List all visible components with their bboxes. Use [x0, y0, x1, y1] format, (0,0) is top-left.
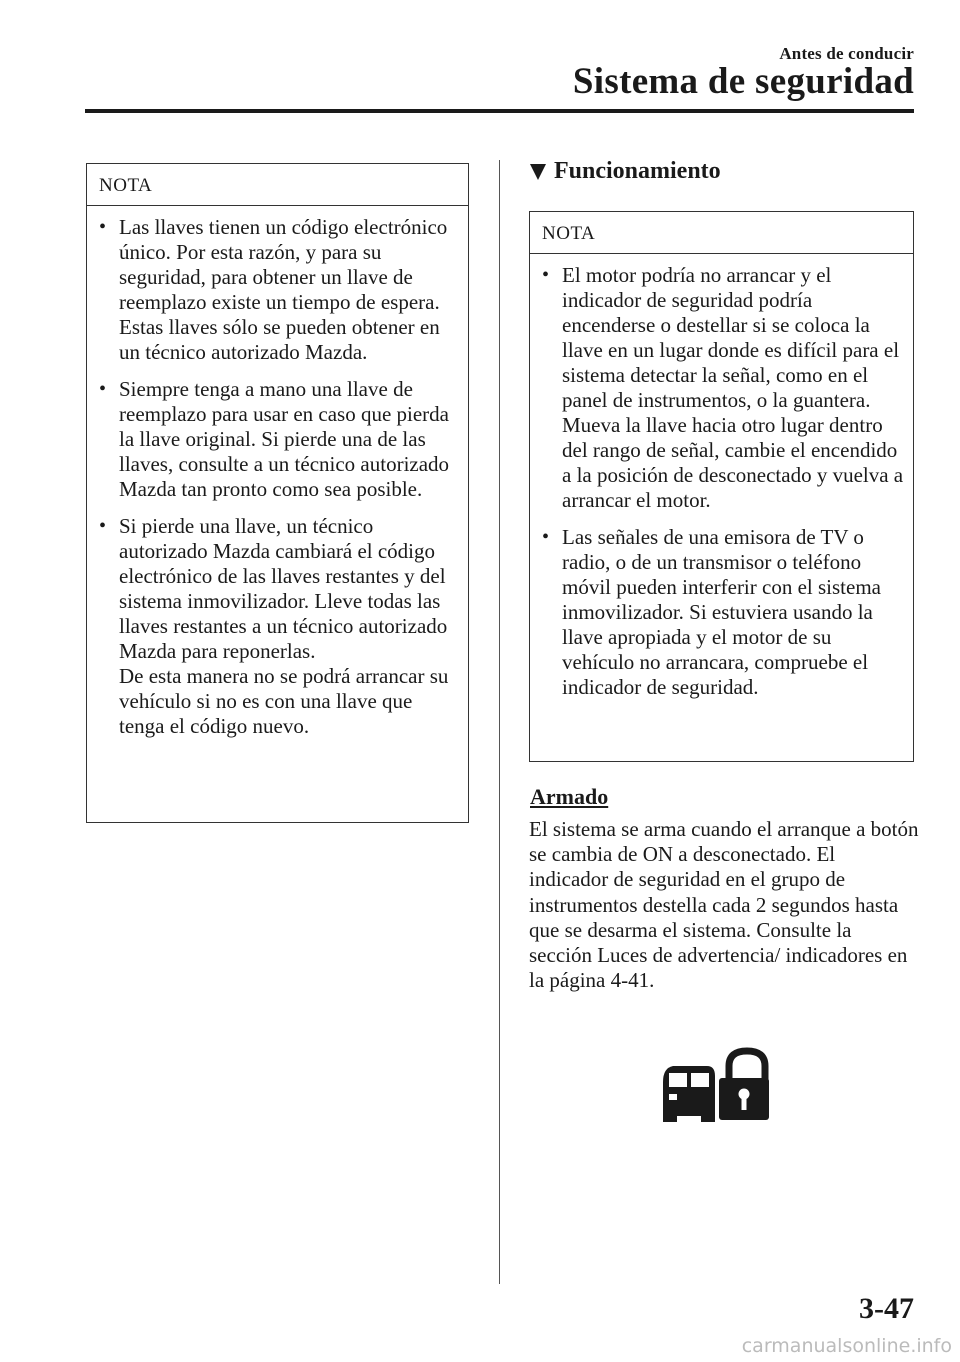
bullet-icon: •	[542, 264, 550, 286]
note-item-text: Si pierde una llave, un técnico autorizado Mazda cambiará el código electrónico de las llaves restantes y del sistema inmovilizador. Lleve todas las llaves restantes a un técnico autorizado Mazda para reponerlas. De esta manera no se podrá arrancar su vehículo si no es con una llave que tenga el código nuevo.	[119, 514, 449, 738]
security-indicator-icon	[659, 1046, 771, 1122]
note-item	[99, 514, 462, 739]
bullet-icon: •	[99, 515, 107, 537]
watermark: carmanualsonline.info	[741, 1335, 952, 1357]
note-item	[99, 377, 462, 502]
bullet-icon: •	[542, 526, 550, 548]
armado-heading: Armado	[530, 784, 609, 809]
header-rule	[85, 109, 914, 113]
note-item-text: Las señales de una emisora de TV o radio, o de un transmisor o teléfono móvil pueden interferir con el sistema inmovilizador. Si estuviera usando la llave apropiada y el motor de su vehículo no arrancara, compruebe el indicador de seguridad.	[562, 525, 881, 699]
note-box-right	[529, 211, 914, 762]
chapter-title: Antes de conducir	[779, 44, 914, 63]
triangle-marker-icon	[530, 164, 546, 180]
note-item	[542, 525, 907, 700]
note-item	[542, 263, 907, 513]
armado-paragraph: El sistema se arma cuando el arranque a botón se cambia de ON a desconectado. El indicador de seguridad en el grupo de instrumentos destella cada 2 segundos hasta que se desarma el sistema. Consulte la sección Luces de advertencia/ indicadores en la página 4-41.	[529, 817, 919, 993]
note-item-text: Siempre tenga a mano una llave de reemplazo para usar en caso que pierda la llave original. Si pierde una de las llaves, consulte a un técnico autorizado Mazda tan pronto como sea posible.	[119, 377, 450, 501]
subsection-title-text: Funcionamiento	[554, 158, 721, 184]
note-item	[99, 215, 462, 365]
section-title: Sistema de seguridad	[572, 61, 914, 102]
column-divider	[499, 160, 500, 1284]
note-box-left	[86, 163, 469, 823]
page-number: 3-47	[859, 1292, 914, 1325]
subsection-title	[530, 158, 721, 185]
note-label: NOTA	[530, 212, 913, 254]
bullet-icon: •	[99, 216, 107, 238]
note-item-text: El motor podría no arrancar y el indicador de seguridad podría encenderse o destellar si se coloca la llave en un lugar donde es difícil para el sistema detectar la señal, como en el panel de instrumentos, o la guantera. Mueva la llave hacia otro lugar dentro del rango de señal, cambie el encendido a la posición de desconectado y vuelva a arrancar el motor.	[562, 263, 904, 512]
bullet-icon: •	[99, 378, 107, 400]
note-item-text: Las llaves tienen un código electrónico único. Por esta razón, y para su seguridad, para obtener un llave de reemplazo existe un tiempo de espera. Estas llaves sólo se pueden obtener en un técnico autorizado Mazda.	[119, 215, 448, 364]
note-label: NOTA	[87, 164, 468, 206]
